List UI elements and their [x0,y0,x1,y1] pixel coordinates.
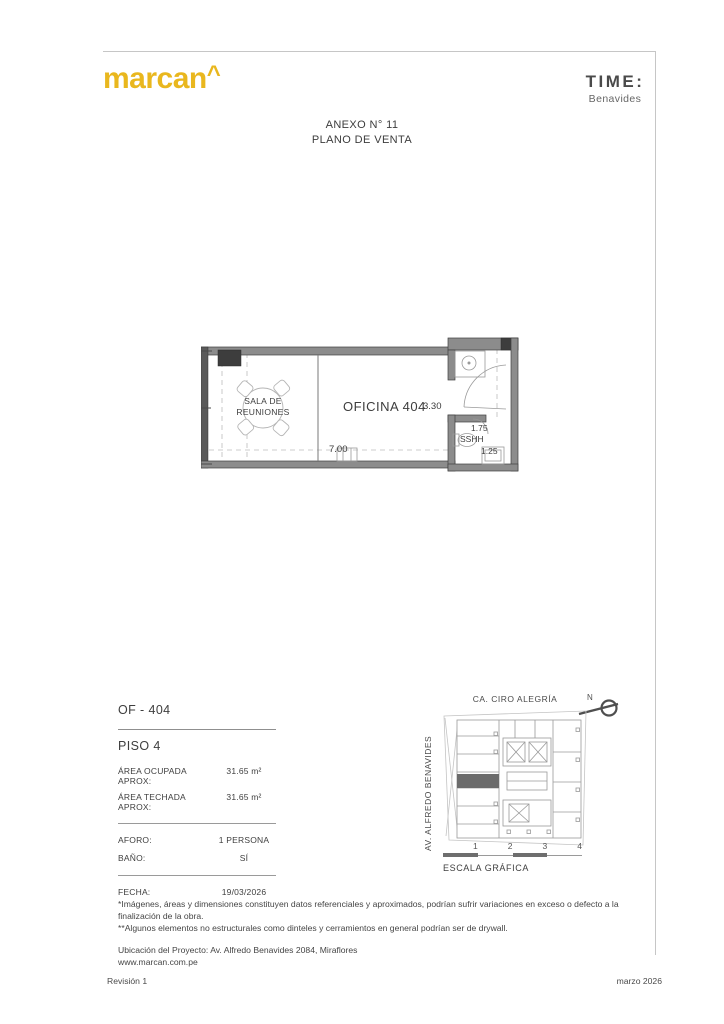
dimension-depth: 3.30 [423,401,442,412]
area-techada-row [118,789,276,815]
aforo-label: AFORO: [118,835,152,845]
divider [118,823,276,824]
floor-plan [201,337,519,473]
bath-dimension-2: 1.25 [481,446,498,456]
bath-dimension-1: 1.75 [471,423,488,433]
graphic-scale [443,841,582,857]
area-ocupada-row [118,763,276,789]
dimension-length: 7.00 [329,444,348,455]
website-text: www.marcan.com.pe [118,957,198,968]
project-location: Ubicación del Proyecto: Av. Alfredo Benavides 2084, Miraflores [118,945,358,956]
area-techada-value: 31.65 m² [226,792,262,802]
highlighted-unit-404 [457,774,499,788]
bathroom-label: SSHH [460,434,484,444]
kitchenette-sink [455,351,485,377]
site-key-plan [441,708,589,848]
time-benavides-logo [573,72,657,105]
unit-info-panel [118,703,276,901]
disclaimer-note-2: **Algunos elementos no estructurales como dinteles y cerramientos en general podrían ser de drywall. [118,923,508,934]
page-frame-right [655,51,656,955]
unit-label: OFICINA 404 [343,399,426,414]
revision-label: Revisión 1 [107,976,148,986]
aforo-row [118,831,276,849]
divider [118,875,276,876]
door-swing [464,365,506,409]
aforo-value: 1 PERSONA [218,835,270,845]
area-techada-label: ÁREA TECHADA APROX: [118,792,186,812]
marcan-logo [103,62,220,96]
document-title [242,119,482,146]
scale-bar [443,853,582,857]
disclaimer-note-1: *Imágenes, áreas y dimensiones constituyen datos referenciales y aproximados, podrían sufrir variaciones en exceso o defecto a la finalización de la obra. [118,899,619,922]
bano-value: SÍ [239,853,249,863]
annex-number: ANEXO N° 11 [325,119,399,131]
page-title: PLANO DE VENTA [311,134,413,146]
column [218,350,241,366]
time-logo-subtext: Benavides [588,93,642,105]
floor-number: PISO 4 [118,739,161,753]
area-ocupada-label: ÁREA OCUPADA APROX: [118,766,187,786]
fecha-value: 19/03/2026 [221,887,267,897]
scale-caption: ESCALA GRÁFICA [443,863,529,873]
footnotes [118,898,630,968]
bano-label: BAÑO: [118,853,146,863]
date-label: marzo 2026 [616,976,662,986]
page-frame-top [103,51,656,52]
scale-numbers: 1 2 3 4 [473,841,582,851]
bano-row [118,849,276,867]
marcan-logo-caret-icon: ^ [206,61,221,88]
fecha-label: FECHA: [118,887,151,897]
north-label: N [587,693,593,702]
time-logo-text: TIME: [585,72,645,91]
street-label-left: AV. ALFREDO BENAVIDES [423,735,433,851]
unit-code: OF - 404 [118,703,276,730]
marcan-logo-text: marcan [103,62,207,95]
street-label-top: CA. CIRO ALEGRÍA [472,694,558,704]
area-ocupada-value: 31.65 m² [226,766,262,776]
meeting-room-label: SALA DE REUNIONES [236,396,290,417]
